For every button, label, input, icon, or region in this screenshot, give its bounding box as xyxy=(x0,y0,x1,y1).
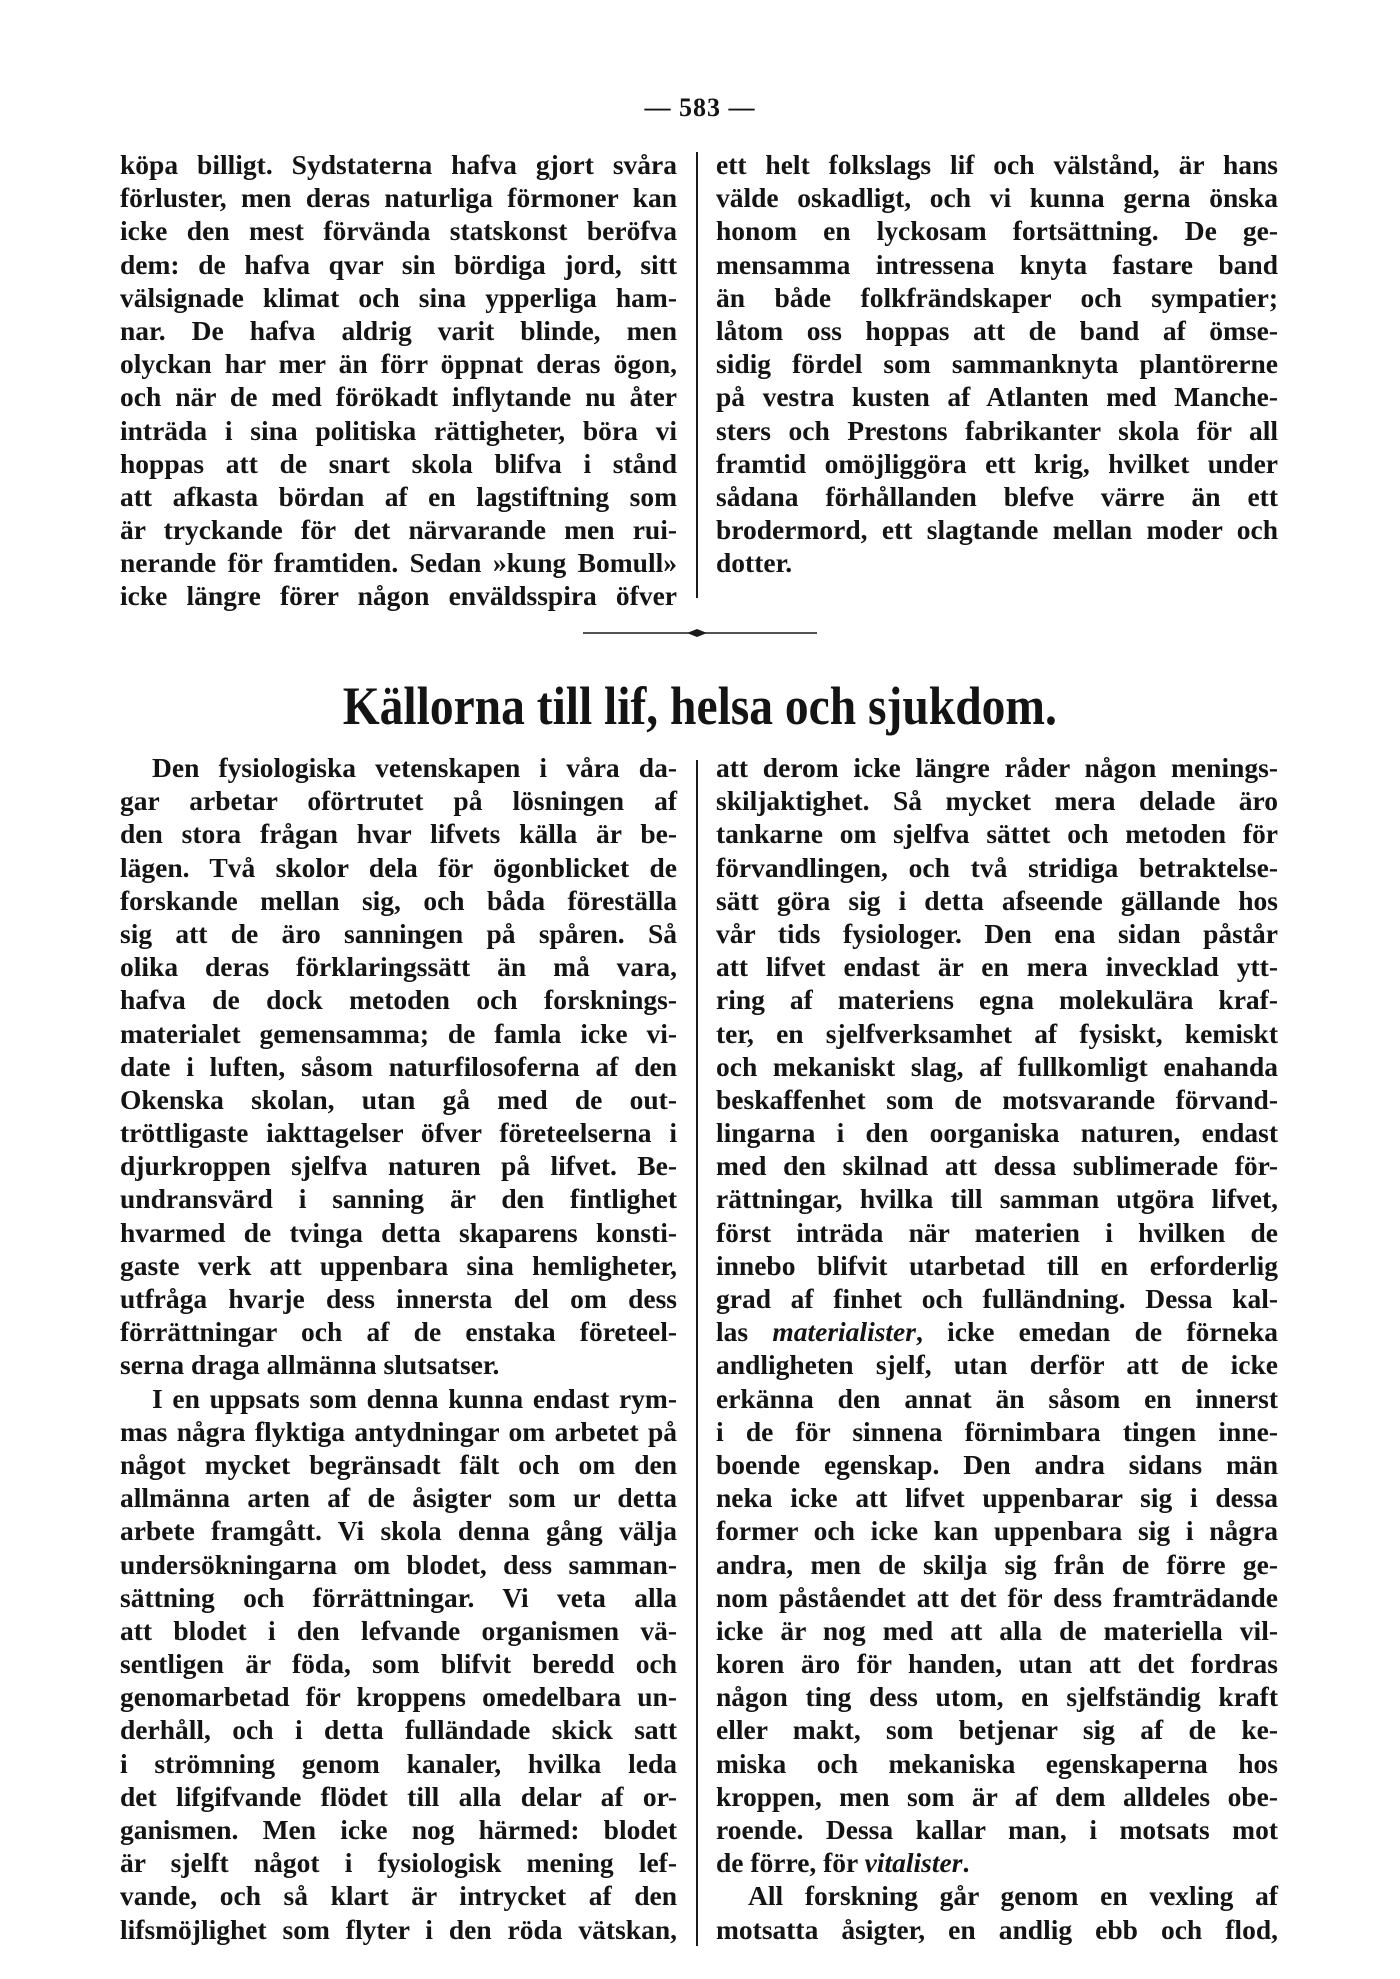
text-line: innebo blifvit utarbetad till en erforderlig xyxy=(716,1249,1278,1281)
text-segment: de förre, för xyxy=(716,1847,865,1879)
text-line: roende. Dessa kallar man, i motsats mot xyxy=(716,1814,1278,1845)
section-separator-rule xyxy=(583,626,817,640)
text-line: vande, och så klart är intrycket af den xyxy=(120,1880,677,1912)
text-line: icke längre förer någon enväldsspira öfver xyxy=(120,580,677,612)
text-line: genomarbetad för kroppens omedelbara un- xyxy=(120,1681,677,1713)
text-line: undransvärd i sanning är den fintlighet xyxy=(120,1183,677,1215)
text-line: och mekaniskt slag, af fullkomligt enahanda xyxy=(716,1050,1278,1082)
text-line: lingarna i den oorganiska naturen, endast xyxy=(716,1117,1278,1149)
text-line: gaste verk att uppenbara sina hemligheter, xyxy=(120,1249,677,1281)
text-line: att derom icke längre råder någon menings- xyxy=(716,752,1278,783)
text-line: sätt göra sig i detta afseende gällande hos xyxy=(716,884,1278,916)
text-line: Okenska skolan, utan gå med de out- xyxy=(120,1083,677,1115)
text-line: grad af finhet och fulländning. Dessa kal- xyxy=(716,1283,1278,1314)
column-divider-bottom xyxy=(696,760,698,1946)
text-line: olyckan har mer än förr öppnat deras ögon, xyxy=(120,348,677,380)
text-line: att lifvet endast är en mera invecklad ytt- xyxy=(716,951,1278,983)
article-title: Källorna till lif, helsa och sjukdom. xyxy=(342,676,1058,736)
text-line: andligheten sjelf, utan derför att de icke xyxy=(716,1349,1278,1381)
column-divider-top xyxy=(696,152,698,598)
text-line: inträda i sina politiska rättigheter, böra vi xyxy=(120,414,677,446)
text-line: andra, men de skilja sig från de förre ge- xyxy=(716,1548,1278,1580)
text-line: koren äro för handen, utan att det fordras xyxy=(716,1648,1278,1680)
text-line: mas några flyktiga antydningar om arbetet på xyxy=(120,1415,677,1447)
text-line: att blodet i den lefvande organismen vä- xyxy=(120,1614,677,1646)
text-line: välde oskadligt, och vi kunna gerna önska xyxy=(716,182,1278,214)
text-line: eller makt, som betjenar sig af de ke- xyxy=(716,1714,1278,1746)
text-line: mensamma intressena knyta fastare band xyxy=(716,248,1278,280)
text-line: derhåll, och i detta fulländade skick satt xyxy=(120,1714,677,1746)
text-line: ring af materiens egna molekulära kraf- xyxy=(716,984,1278,1016)
text-line: i strömning genom kanaler, hvilka leda xyxy=(120,1747,677,1779)
text-line: förvandlingen, och två stridiga betraktelse- xyxy=(716,851,1278,883)
text-line: former och icke kan uppenbara sig i några xyxy=(716,1515,1278,1547)
text-line: sidig fördel som sammanknyta plantörerne xyxy=(716,348,1278,380)
text-line: djurkroppen sjelfva naturen på lifvet. Be- xyxy=(120,1150,677,1182)
text-line: serna draga allmänna slutsatser. xyxy=(120,1349,500,1381)
text-line: någon ting dess utom, en sjelfständig kraft xyxy=(716,1681,1278,1713)
text-line: erkänna den annat än såsom en innerst xyxy=(716,1382,1278,1414)
text-line: framtid omöjliggöra ett krig, hvilket under xyxy=(716,447,1278,479)
text-line: honom en lyckosam fortsättning. De ge- xyxy=(716,215,1278,247)
text-line: förluster, men deras naturliga förmoner kan xyxy=(120,182,677,214)
text-line: ganismen. Men icke nog härmed: blodet xyxy=(120,1814,677,1845)
italic-term: materialister xyxy=(772,1316,916,1348)
text-line: ter, en sjelfverksamhet af fysiskt, kemiskt xyxy=(716,1017,1278,1049)
text-line: miska och mekaniska egenskaperna hos xyxy=(716,1747,1278,1779)
text-line: Den fysiologiska vetenskapen i våra da- xyxy=(152,752,677,783)
text-line: är tryckande för det närvarande men rui- xyxy=(120,514,677,546)
text-line: något mycket begränsadt fält och om den xyxy=(120,1448,677,1480)
text-line: nar. De hafva aldrig varit blinde, men xyxy=(120,314,677,346)
text-line: sig att de äro sanningen på spåren. Så xyxy=(120,917,677,949)
text-line: köpa billigt. Sydstaterna hafva gjort svåra xyxy=(120,149,677,180)
text-line: tankarne om sjelfva sättet och metoden för xyxy=(716,818,1278,850)
text-line: vår tids fysiologer. Den ena sidan påstår xyxy=(716,917,1278,949)
text-line: forskande mellan sig, och båda föreställa xyxy=(120,884,677,916)
italic-term: vitalister xyxy=(864,1847,963,1879)
text-line: och när de med förökadt inflytande nu åter xyxy=(120,381,677,413)
text-line: förrättningar och af de enstaka företeel- xyxy=(120,1316,677,1348)
text-line: att afkasta bördan af en lagstiftning som xyxy=(120,480,677,512)
text-line: All forskning går genom en vexling af xyxy=(748,1880,1278,1912)
text-line: tröttligaste iakttagelser öfver företeelserna i xyxy=(120,1117,677,1149)
text-line: med den skilnad att dessa sublimerade för- xyxy=(716,1150,1278,1182)
text-line: är sjelft något i fysiologisk mening lef- xyxy=(120,1847,677,1879)
text-line: nom påståendet att det för dess framträdande xyxy=(716,1581,1278,1613)
text-line xyxy=(716,1315,1278,1348)
text-line: rättningar, hvilka till samman utgöra lifvet, xyxy=(716,1183,1278,1215)
text-line: materialet gemensamma; de famla icke vi- xyxy=(120,1017,677,1049)
text-line: nerande för framtiden. Sedan »kung Bomull» xyxy=(120,547,677,579)
text-line: olika deras förklaringssätt än må vara, xyxy=(120,951,677,983)
text-line: än både folkfrändskaper och sympatier; xyxy=(716,281,1278,313)
text-line: arbete framgått. Vi skola denna gång välja xyxy=(120,1515,677,1547)
text-line: beskaffenhet som de motsvarande förvand- xyxy=(716,1083,1278,1115)
text-line: först inträda när materien i hvilken de xyxy=(716,1216,1278,1248)
text-line: välsignade klimat och sina ypperliga ham- xyxy=(120,281,677,313)
text-line: icke den mest förvända statskonst beröfva xyxy=(120,215,677,247)
text-line: I en uppsats som denna kunna endast rym- xyxy=(152,1382,677,1414)
text-line: motsatta åsigter, en andlig ebb och flod, xyxy=(716,1913,1278,1945)
article-title-block xyxy=(0,676,1400,736)
text-line: skiljaktighet. Så mycket mera delade äro xyxy=(716,785,1278,817)
text-line: ett helt folkslags lif och välstånd, är hans xyxy=(716,149,1278,180)
text-line: hafva de dock metoden och forsknings- xyxy=(120,984,677,1016)
text-line: låtom oss hoppas att de band af ömse- xyxy=(716,314,1278,346)
text-line: kroppen, men som är af dem alldeles obe- xyxy=(716,1780,1278,1812)
text-line: date i luften, såsom naturfilosoferna af den xyxy=(120,1050,677,1082)
text-line: på vestra kusten af Atlanten med Manche- xyxy=(716,381,1278,413)
text-line xyxy=(716,1846,1278,1879)
text-line: lägen. Två skolor dela för ögonblicket de xyxy=(120,851,677,883)
text-line: neka icke att lifvet uppenbarar sig i dessa xyxy=(716,1482,1278,1514)
text-line: gar arbetar oförtrutet på lösningen af xyxy=(120,785,677,817)
text-line: brodermord, ett slagtande mellan moder och xyxy=(716,514,1278,546)
page-number: — 583 — xyxy=(644,93,756,122)
text-line: dem: de hafva qvar sin bördiga jord, sitt xyxy=(120,248,677,280)
text-line: allmänna arten af de åsigter som ur detta xyxy=(120,1482,677,1514)
text-line: det lifgifvande flödet till alla delar af or- xyxy=(120,1780,677,1812)
text-line: i de för sinnena förnimbara tingen inne- xyxy=(716,1415,1278,1447)
article-left-column xyxy=(120,751,677,1946)
article-right-column xyxy=(716,751,1278,1946)
text-line: sättning och förrättningar. Vi veta alla xyxy=(120,1581,677,1613)
top-right-column xyxy=(716,148,1278,579)
text-line: hvarmed de tvinga detta skaparens konsti- xyxy=(120,1216,677,1248)
text-line: dotter. xyxy=(716,547,793,579)
text-line: undersökningarna om blodet, dess samman- xyxy=(120,1548,677,1580)
text-line: hoppas att de snart skola blifva i stånd xyxy=(120,447,677,479)
text-line: sentligen är föda, som blifvit beredd och xyxy=(120,1648,677,1680)
text-segment: las xyxy=(716,1316,773,1348)
text-segment: . xyxy=(962,1847,970,1879)
separator-diamond-ornament xyxy=(687,629,707,637)
text-line: icke är nog med att alla de materiella vil- xyxy=(716,1614,1278,1646)
text-line: sådana förhållanden blefve värre än ett xyxy=(716,480,1278,512)
text-line: boende egenskap. Den andra sidans män xyxy=(716,1448,1278,1480)
text-line: sters och Prestons fabrikanter skola för all xyxy=(716,414,1278,446)
text-segment: , icke emedan de förneka xyxy=(915,1316,1278,1348)
text-line: utfråga hvarje dess innersta del om dess xyxy=(120,1283,677,1314)
top-left-column xyxy=(120,148,677,613)
text-line: den stora frågan hvar lifvets källa är be- xyxy=(120,818,677,850)
text-line: lifsmöjlighet som flyter i den röda vätskan, xyxy=(120,1913,677,1945)
